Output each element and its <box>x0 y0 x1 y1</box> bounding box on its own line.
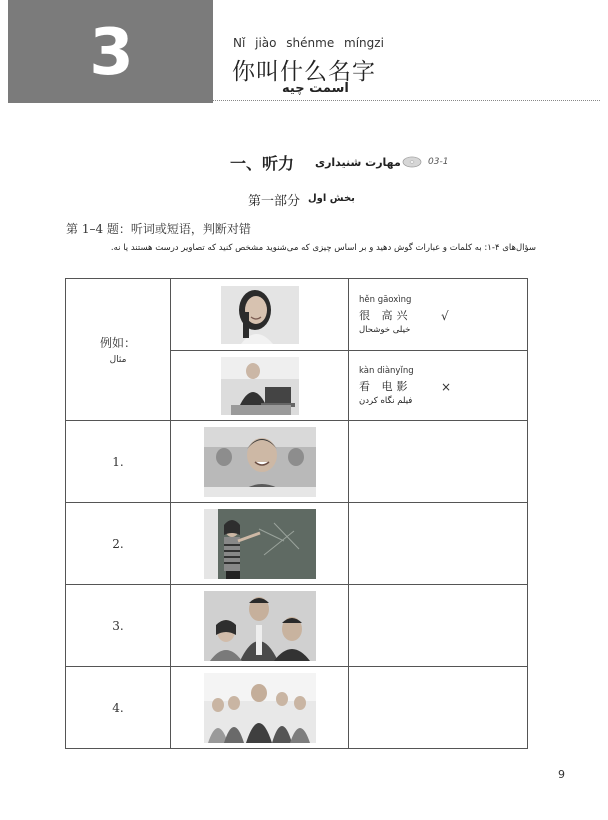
photo-cell <box>171 279 349 351</box>
answer-cell <box>349 421 528 503</box>
part-title-chinese: 第一部分 <box>248 194 301 209</box>
lesson-title-chinese: 你叫什么名字 <box>232 59 376 85</box>
page-number: 9 <box>558 768 565 781</box>
answer-pinyin: kàn diànyǐng <box>359 365 414 376</box>
question-row <box>66 421 528 503</box>
part-title-persian: بخش اول <box>308 193 355 204</box>
group-of-young-people-photo <box>204 673 316 743</box>
smiling-girl-photo <box>221 286 299 344</box>
answer-chinese: 很 高兴 <box>359 308 412 322</box>
question-row <box>66 585 528 667</box>
audio-track-code: 03-1 <box>428 157 449 167</box>
answer-pinyin: hěn gāoxìng <box>359 294 412 305</box>
answer-cell <box>349 351 528 421</box>
instruction-chinese: 第 1–4 题：听词或短语，判断对错 <box>66 222 251 236</box>
answer-persian: فیلم نگاه کردن <box>359 395 413 406</box>
photo-cell <box>171 585 349 667</box>
answer-persian: خیلی خوشحال <box>359 324 411 335</box>
section-title-chinese: 一、听力 <box>230 154 295 173</box>
answer-cell <box>349 667 528 749</box>
three-people-portrait-photo <box>204 591 316 661</box>
answer-chinese: 看 电影 <box>359 379 412 393</box>
header-divider <box>213 100 600 101</box>
teacher-at-board-photo <box>204 509 316 579</box>
photo-cell <box>171 351 349 421</box>
answer-mark-check: √ <box>441 308 449 323</box>
question-number: 3. <box>66 585 171 667</box>
lesson-header-band <box>8 0 213 103</box>
question-number: 1. <box>66 421 171 503</box>
lesson-number: 3 <box>89 16 132 90</box>
example-label-persian: مثال <box>109 355 127 365</box>
instruction-persian: سؤال‌های ۴-۱: به کلمات و عبارات گوش دهید و بر اساس چیزی که می‌شنوید مشخص کنید که تصاویر درست هستند یا نه. <box>110 243 536 253</box>
lesson-title-pinyin: Nǐ jiào shénme míngzi <box>233 36 384 50</box>
example-row <box>66 279 528 351</box>
photo-cell <box>171 421 349 503</box>
question-number: 4. <box>66 667 171 749</box>
answer-cell <box>349 279 528 351</box>
photo-cell <box>171 503 349 585</box>
example-label-cell <box>66 279 171 421</box>
photo-cell <box>171 667 349 749</box>
example-label-chinese: 例如： <box>99 336 136 350</box>
smiling-boy-classroom-photo <box>204 427 316 497</box>
question-row <box>66 667 528 749</box>
exercise-table <box>65 278 528 749</box>
question-row <box>66 503 528 585</box>
lesson-title-persian: اسمت چیه <box>282 81 349 96</box>
man-at-laptop-photo <box>221 357 299 415</box>
section-title-persian: مهارت شنیداری <box>315 156 401 169</box>
audio-cd-icon[interactable] <box>402 155 422 168</box>
answer-cell <box>349 503 528 585</box>
answer-block <box>349 366 527 406</box>
question-number: 2. <box>66 503 171 585</box>
answer-cell <box>349 585 528 667</box>
answer-mark-cross: × <box>441 379 452 394</box>
answer-block <box>349 295 527 335</box>
